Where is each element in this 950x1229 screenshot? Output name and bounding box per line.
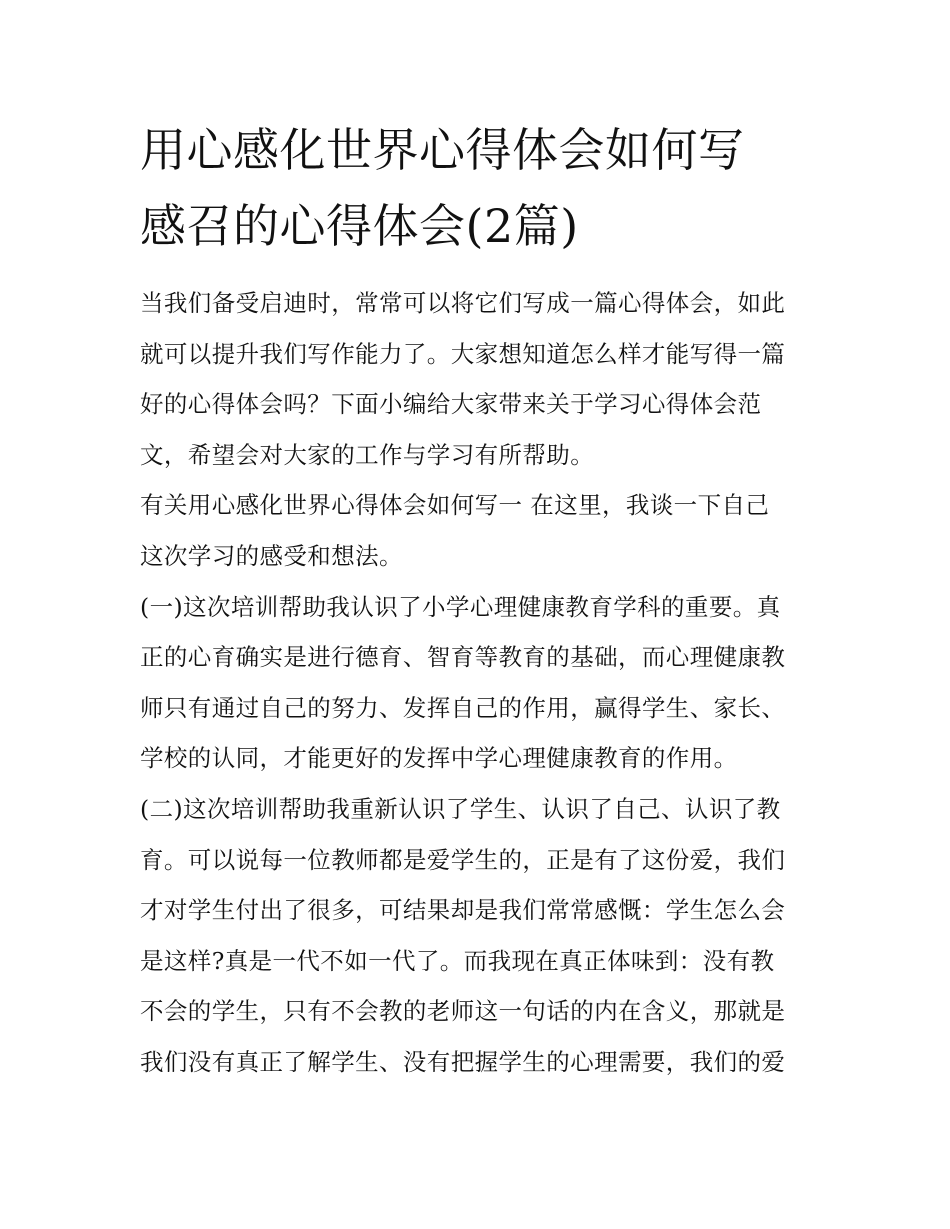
body-line: 有关用心感化世界心得体会如何写一 在这里，我谈一下自己 — [140, 491, 770, 520]
body-line: 文，希望会对大家的工作与学习有所帮助。 — [140, 440, 595, 469]
body-line: 是这样?真是一代不如一代了。而我现在真正体味到：没有教 — [140, 946, 775, 975]
title-line: 用心感化世界心得体会如何写 — [140, 123, 745, 177]
body-line: 这次学习的感受和想法。 — [140, 541, 403, 570]
body-line: 当我们备受启迪时，常常可以将它们写成一篇心得体会，如此 — [140, 289, 786, 317]
body-line: 不会的学生，只有不会教的老师这一句话的内在含义，那就是 — [140, 997, 786, 1026]
title-line: 感召的心得体会(2篇) — [140, 199, 579, 253]
document-page — [140, 112, 816, 1088]
body-line: 育。可以说每一位教师都是爱学生的，正是有了这份爱，我们 — [140, 845, 786, 874]
body-line: (一)这次培训帮助我认识了小学心理健康教育学科的重要。真 — [140, 592, 781, 621]
document-body — [140, 278, 816, 1088]
body-line: 学校的认同，才能更好的发挥中学心理健康教育的作用。 — [140, 744, 738, 773]
body-line: 好的心得体会吗？下面小编给大家带来关于学习心得体会范 — [140, 390, 762, 419]
body-line: (二)这次培训帮助我重新认识了学生、认识了自己、认识了教 — [140, 794, 781, 823]
body-line: 我们没有真正了解学生、没有把握学生的心理需要，我们的爱 — [140, 1047, 786, 1076]
body-line: 正的心育确实是进行德育、智育等教育的基础，而心理健康教 — [140, 643, 786, 672]
body-line: 就可以提升我们写作能力了。大家想知道怎么样才能写得一篇 — [140, 339, 786, 368]
body-line: 才对学生付出了很多，可结果却是我们常常感慨：学生怎么会 — [140, 896, 786, 925]
document-title — [140, 112, 816, 264]
body-line: 师只有通过自己的努力、发挥自己的作用，赢得学生、家长、 — [140, 693, 786, 722]
